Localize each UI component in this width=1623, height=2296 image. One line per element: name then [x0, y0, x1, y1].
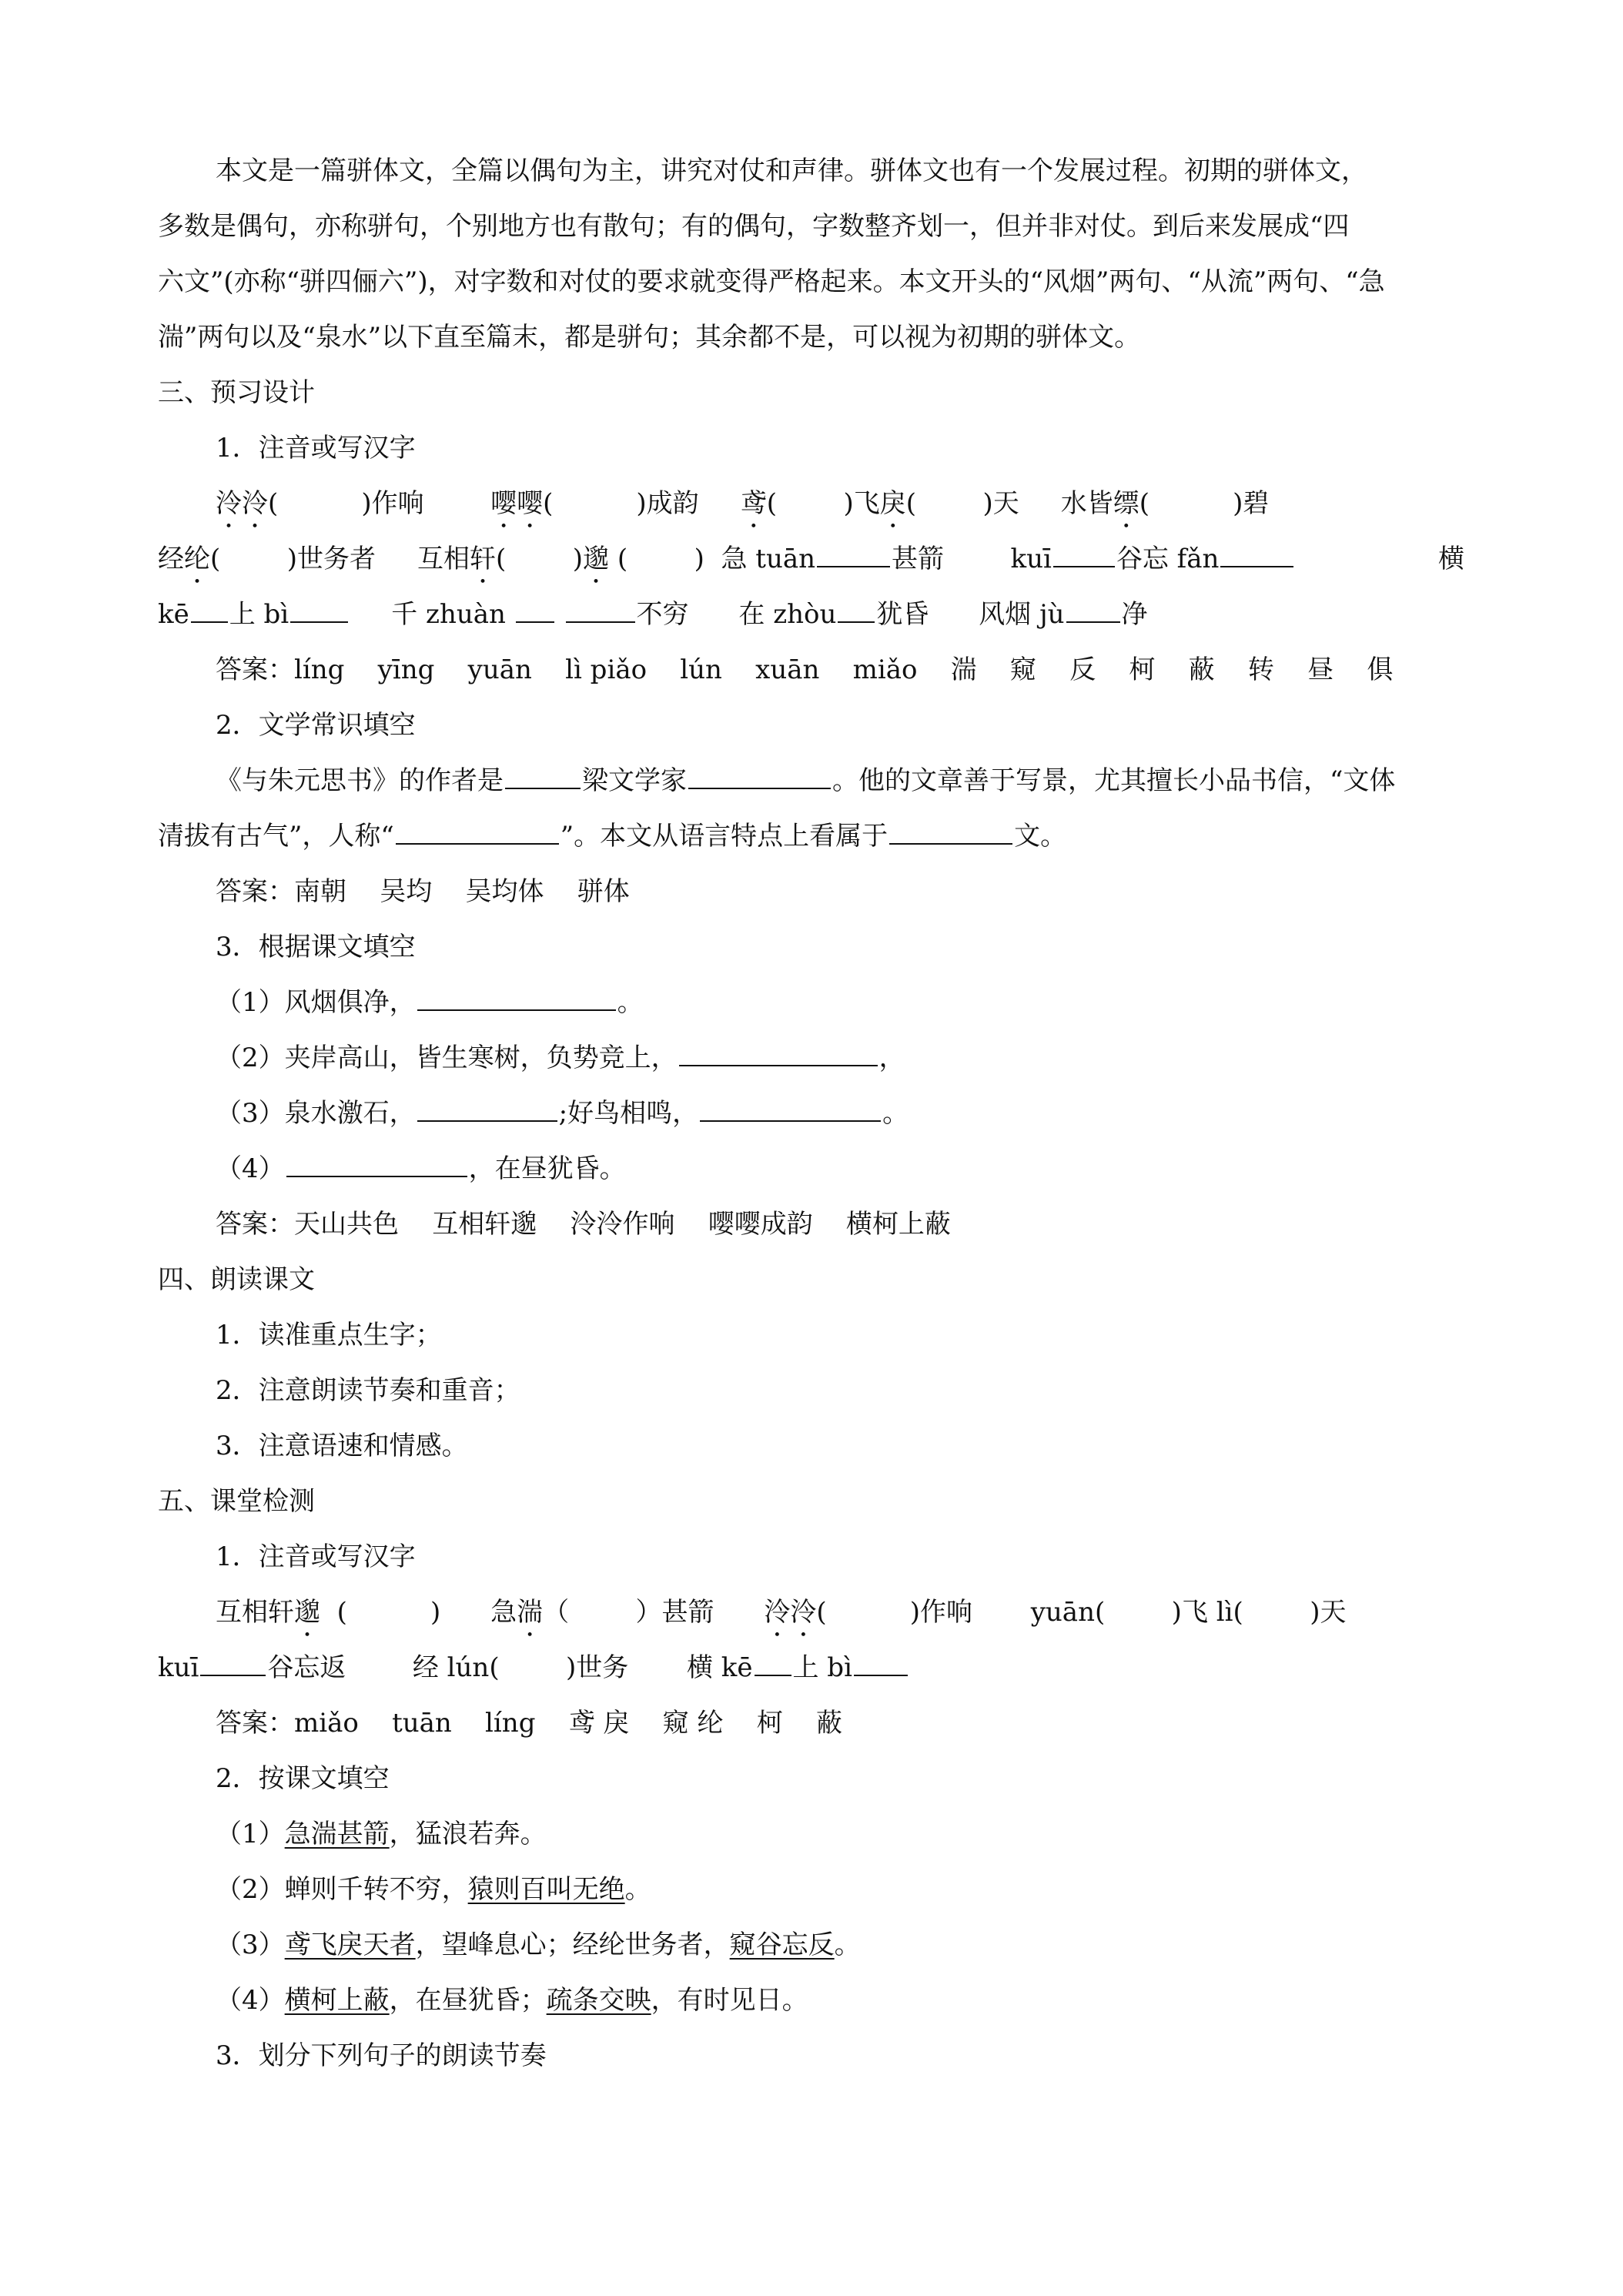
- s4-item-3: 3．注意语速和情感。: [216, 1431, 468, 1461]
- answer-blank: [889, 820, 1012, 845]
- s4-item-2: 2．注意朗读节奏和重音；: [216, 1375, 520, 1406]
- s3-q1-answer: 答案：líng yīng yuān lì piǎo lún xuān miǎo 湍 窥 反 柯 蔽 转 昼 俱: [216, 654, 1394, 685]
- s5-q3-title: 3．划分下列句子的朗读节奏: [216, 2040, 547, 2071]
- answer-blank: [566, 598, 635, 623]
- underlined-answer: 急湍甚箭: [284, 1819, 390, 1849]
- answer-blank: [817, 543, 890, 567]
- s5-q1-row-1: 互相轩邈 ( ) 急湍（ ）甚箭 泠泠( )作响 yuān( )飞 lì( )天: [216, 1597, 1347, 1628]
- answer-blank: [700, 1097, 881, 1122]
- s3-q1-row-2: 经纶( )世务者 互相轩( )邈 ( ) 急 tuān 甚箭 kuī 谷忘 fǎn: [158, 542, 1295, 590]
- answer-blank: [286, 1153, 467, 1177]
- intro-line-4: 湍”两句以及“泉水”以下直至篇末，都是骈句；其余都不是，可以视为初期的骈体文。: [158, 322, 1141, 353]
- answer-blank: [838, 598, 875, 623]
- s3-q3-item-3: （3）泉水激石， ;好鸟相鸣， 。: [216, 1098, 909, 1129]
- s3-q3-answer: 答案：天山共色 互相轩邈 泠泠作响 嘤嘤成韵 横柯上蔽: [216, 1209, 951, 1240]
- s3-q2-line-2: 清拔有古气”，人称“ ”。本文从语言特点上看属于 文。: [158, 821, 1067, 852]
- emphasis-text: 湍: [517, 1597, 544, 1628]
- answer-blank: [417, 1097, 557, 1122]
- underlined-answer: 鸢飞戾天者: [284, 1930, 416, 1960]
- emphasis-text: 泠泠: [216, 488, 268, 519]
- section-heading-4: 四、朗读课文: [158, 1264, 315, 1295]
- emphasis-text: 嘤嘤: [490, 488, 544, 519]
- s3-q1-title: 1．注音或写汉字: [216, 433, 416, 464]
- s3-q2-line-1: 《与朱元思书》的作者是 梁文学家 。他的文章善于写景，尤其擅长小品书信，“文体: [216, 765, 1396, 796]
- s5-q1-row-2: kuī 谷忘返 经 lún( )世务 横 kē 上 bì: [158, 1651, 909, 1685]
- s5-q2-title: 2．按课文填空: [216, 1763, 390, 1794]
- answer-blank: [396, 820, 559, 845]
- answer-blank: [1220, 543, 1293, 567]
- answer-blank: [191, 598, 228, 623]
- answer-blank: [516, 598, 554, 623]
- answer-blank: [854, 1652, 908, 1676]
- answer-blank: [505, 765, 581, 789]
- s3-q3-title: 3．根据课文填空: [216, 932, 416, 962]
- s3-q3-item-4: （4） ，在昼犹昏。: [216, 1153, 626, 1184]
- emphasis-text: 纶: [184, 544, 210, 574]
- s3-q3-item-2: （2）夹岸高山，皆生寒树，负势竞上， ，: [216, 1043, 905, 1073]
- underlined-answer: 横柯上蔽: [284, 1985, 390, 2016]
- emphasis-text: 缥: [1113, 488, 1139, 519]
- s5-q1-answer: 答案：miǎo tuān líng 鸢 戾 窥 纶 柯 蔽: [216, 1708, 842, 1739]
- s3-q2-answer: 答案：南朝 吴均 吴均体 骈体: [216, 876, 630, 907]
- answer-blank: [290, 598, 348, 623]
- answer-blank: [200, 1652, 266, 1676]
- intro-line-1: 本文是一篇骈体文，全篇以偶句为主，讲究对仗和声律。骈体文也有一个发展过程。初期的骈体文，: [216, 156, 1367, 186]
- s5-q2-item-3: （3）鸢飞戾天者，望峰息心；经纶世务者，窥谷忘反。: [216, 1930, 861, 1960]
- answer-blank: [417, 986, 616, 1011]
- s3-q3-item-1: （1）风烟俱净， 。: [216, 987, 644, 1018]
- s5-q2-item-2: （2）蝉则千转不穷，猿则百叫无绝。: [216, 1874, 651, 1905]
- emphasis-text: 鸢: [740, 488, 767, 519]
- emphasis-text: 轩: [470, 544, 497, 574]
- underlined-answer: 猿则百叫无绝: [467, 1874, 625, 1905]
- s3-q1-row-2-end: 横: [1438, 544, 1464, 574]
- emphasis-text: 邈: [583, 544, 610, 574]
- s3-q1-row-3: kē 上 bì 千 zhuàn 不穷 在 zhòu 犹昏 风烟 jù 净: [158, 599, 1148, 630]
- s4-item-1: 1．读准重点生字；: [216, 1320, 442, 1350]
- underlined-answer: 窥谷忘反: [729, 1930, 835, 1960]
- s5-q2-item-1: （1）急湍甚箭，猛浪若奔。: [216, 1819, 547, 1849]
- underlined-answer: 疏条交映: [546, 1985, 651, 2016]
- answer-blank: [1053, 543, 1115, 567]
- answer-blank: [755, 1652, 791, 1676]
- intro-line-3: 六文”(亦称“骈四俪六”)，对字数和对仗的要求就变得严格起来。本文开头的“风烟”两句、“从流”两句、“急: [158, 266, 1385, 297]
- s3-q2-title: 2．文学常识填空: [216, 710, 416, 741]
- s3-q1-row-1: 泠泠( )作响 嘤嘤( )成韵 鸢( )飞戾( )天 水皆缥( )碧: [216, 488, 1270, 519]
- answer-blank: [688, 765, 831, 789]
- answer-blank: [1066, 598, 1120, 623]
- emphasis-text: 戾: [879, 488, 906, 519]
- intro-line-2: 多数是偶句，亦称骈句，个别地方也有散句；有的偶句，字数整齐划一，但并非对仗。到后来发展成“四: [158, 211, 1350, 242]
- emphasis-text: 泠泠: [764, 1597, 817, 1628]
- s5-q1-title: 1．注音或写汉字: [216, 1541, 416, 1572]
- section-heading-3: 三、预习设计: [158, 377, 315, 408]
- emphasis-text: 邈: [294, 1597, 320, 1628]
- answer-blank: [679, 1042, 878, 1066]
- s5-q2-item-4: （4）横柯上蔽，在昼犹昏；疏条交映，有时见日。: [216, 1985, 808, 2016]
- section-heading-5: 五、课堂检测: [158, 1486, 315, 1517]
